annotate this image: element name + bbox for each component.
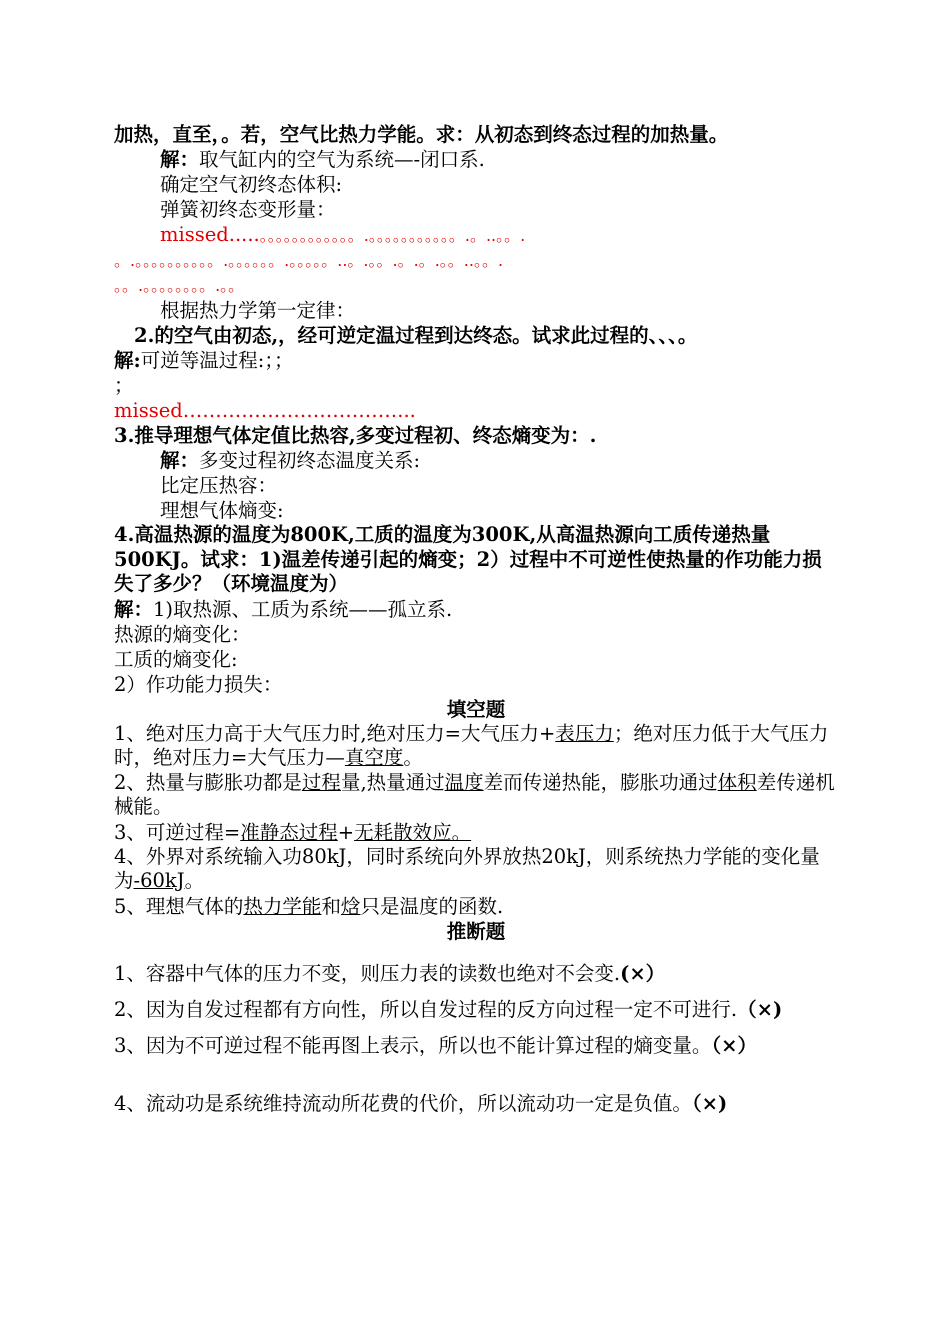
- problem1-missed-line: [114, 222, 838, 248]
- answer-blank: -60kJ: [133, 869, 185, 892]
- problem1-first-law: 根据热力学第一定律：: [160, 299, 356, 322]
- answer-blank: 体积: [717, 770, 757, 794]
- problem1-statement: 加热，直至，。若，空气比热力学能。求：从初态到终态过程的加热量。: [114, 123, 729, 146]
- fill-question-2: [114, 771, 838, 820]
- problem1-solution: [114, 147, 838, 172]
- problem1-step-spring: 弹簧初终态变形量：: [160, 198, 336, 221]
- spacer: [114, 944, 838, 956]
- solution-text: 1)取热源、工质为系统——孤立系.: [153, 597, 453, 621]
- answer-blank: 过程: [301, 770, 341, 794]
- missed-label: missed.....: [160, 223, 260, 246]
- problem1-missed-dots-3: 。。.。。。。。。。。.。。: [114, 276, 245, 295]
- answer-blank: 表压力: [555, 721, 614, 745]
- question-text: +: [337, 820, 355, 844]
- problem4-source-entropy: 热源的熵变化：: [114, 622, 251, 646]
- answer-mark: （×): [691, 1091, 728, 1115]
- question-text: 和: [321, 894, 341, 918]
- solution-label: 解：: [114, 597, 154, 621]
- question-text: 差传递机械能。: [114, 770, 835, 818]
- document-body: [114, 122, 838, 1122]
- question-text: 。: [403, 746, 423, 769]
- fill-question-3: [114, 820, 838, 845]
- question-text: 3、可逆过程=: [114, 820, 241, 844]
- question-text: 3、因为不可逆过程不能再图上表示，所以也不能计算过程的熵变量。: [114, 1033, 712, 1057]
- question-text: ；绝对压力低于大气压力时，绝对压力=大气压力—: [114, 721, 829, 769]
- solution-text: 可逆等温过程:；；: [140, 349, 294, 372]
- answer-blank: 无耗散效应。: [354, 820, 472, 844]
- answer-mark: (×）: [620, 961, 666, 985]
- problem4-solution: [114, 597, 838, 622]
- solution-label: 解：: [160, 148, 200, 171]
- problem2-semicolon: ；: [114, 374, 134, 397]
- answer-mark: （×): [737, 997, 783, 1021]
- fill-question-5: [114, 894, 838, 919]
- problem1-missed-dots-2: 。.。。。。。。。。。。.。。。。。。.。。。。。..。.。。.。.。.。。..。。.: [114, 251, 504, 270]
- question-text: 2、因为自发过程都有方向性，所以自发过程的反方向过程一定不可进行.: [114, 997, 738, 1021]
- question-text: 1、容器中气体的压力不变，则压力表的读数也绝对不会变.: [114, 961, 621, 985]
- missed-dots: 。。。。。。。。。。。。.。。。。。。。。。。。.。..。。.: [259, 226, 526, 245]
- fill-question-4: [114, 845, 838, 894]
- judge-question-2: [114, 992, 838, 1028]
- problem2-solution: [114, 348, 838, 373]
- question-text: 量,热量通过: [340, 770, 445, 794]
- spacer: [114, 1064, 838, 1086]
- problem4-statement: 4.高温热源的温度为800K,工质的温度为300K,从高温热源向工质传递热量500KJ。试求：1)温差传递引起的熵变；2）过程中不可逆性使热量的作功能力损失了多少？（环境温度为）: [114, 523, 822, 595]
- problem3-step-cp: 比定压热容：: [160, 474, 278, 497]
- solution-text: 取气缸内的空气为系统—-闭口系.: [199, 148, 485, 171]
- fill-blank-heading: 填空题: [446, 697, 506, 721]
- problem4-work-loss: 2）作功能力损失：: [114, 672, 283, 696]
- question-text: 4、流动功是系统维持流动所花费的代价，所以流动功一定是负值。: [114, 1091, 692, 1115]
- question-text: 只是温度的函数.: [360, 894, 504, 918]
- problem2-missed-line: missed……………………………...: [114, 399, 416, 422]
- answer-blank: 真空度: [344, 746, 404, 769]
- judge-question-3: [114, 1028, 838, 1064]
- answer-blank: 温度: [444, 770, 484, 794]
- problem2-statement: 2.的空气由初态,，经可逆定温过程到达终态。试求此过程的、、、。: [134, 324, 698, 347]
- problem4-medium-entropy: 工质的熵变化:: [114, 647, 238, 671]
- question-text: 2、热量与膨胀功都是: [114, 770, 302, 794]
- judge-heading: 推断题: [446, 919, 506, 943]
- problem3-step-entropy: 理想气体熵变:: [160, 499, 284, 522]
- solution-text: 多变过程初终态温度关系:: [199, 449, 421, 472]
- answer-blank: 焓: [340, 894, 361, 918]
- answer-blank: 热力学能: [243, 894, 322, 918]
- solution-label: 解：: [160, 449, 200, 472]
- question-text: 1、绝对压力高于大气压力时,绝对压力=大气压力+: [114, 721, 556, 745]
- question-text: 5、理想气体的: [114, 894, 244, 918]
- fill-question-1: [114, 722, 838, 771]
- judge-question-4: [114, 1086, 838, 1122]
- problem1-step-volume: 确定空气初终态体积:: [160, 173, 343, 196]
- solution-label: 解:: [114, 349, 141, 372]
- question-text: 差而传递热能，膨胀功通过: [483, 770, 718, 794]
- problem3-statement: 3.推导理想气体定值比热容,多变过程初、终态熵变为：.: [114, 424, 597, 447]
- answer-blank: 准静态过程: [240, 820, 338, 844]
- question-text: 。: [184, 869, 205, 892]
- problem3-solution: [114, 448, 838, 473]
- judge-question-1: [114, 956, 838, 992]
- answer-mark: （×）: [711, 1033, 758, 1057]
- question-text: 4、外界对系统输入功80kJ，同时系统向外界放热20kJ，则系统热力学能的变化量为: [114, 844, 820, 892]
